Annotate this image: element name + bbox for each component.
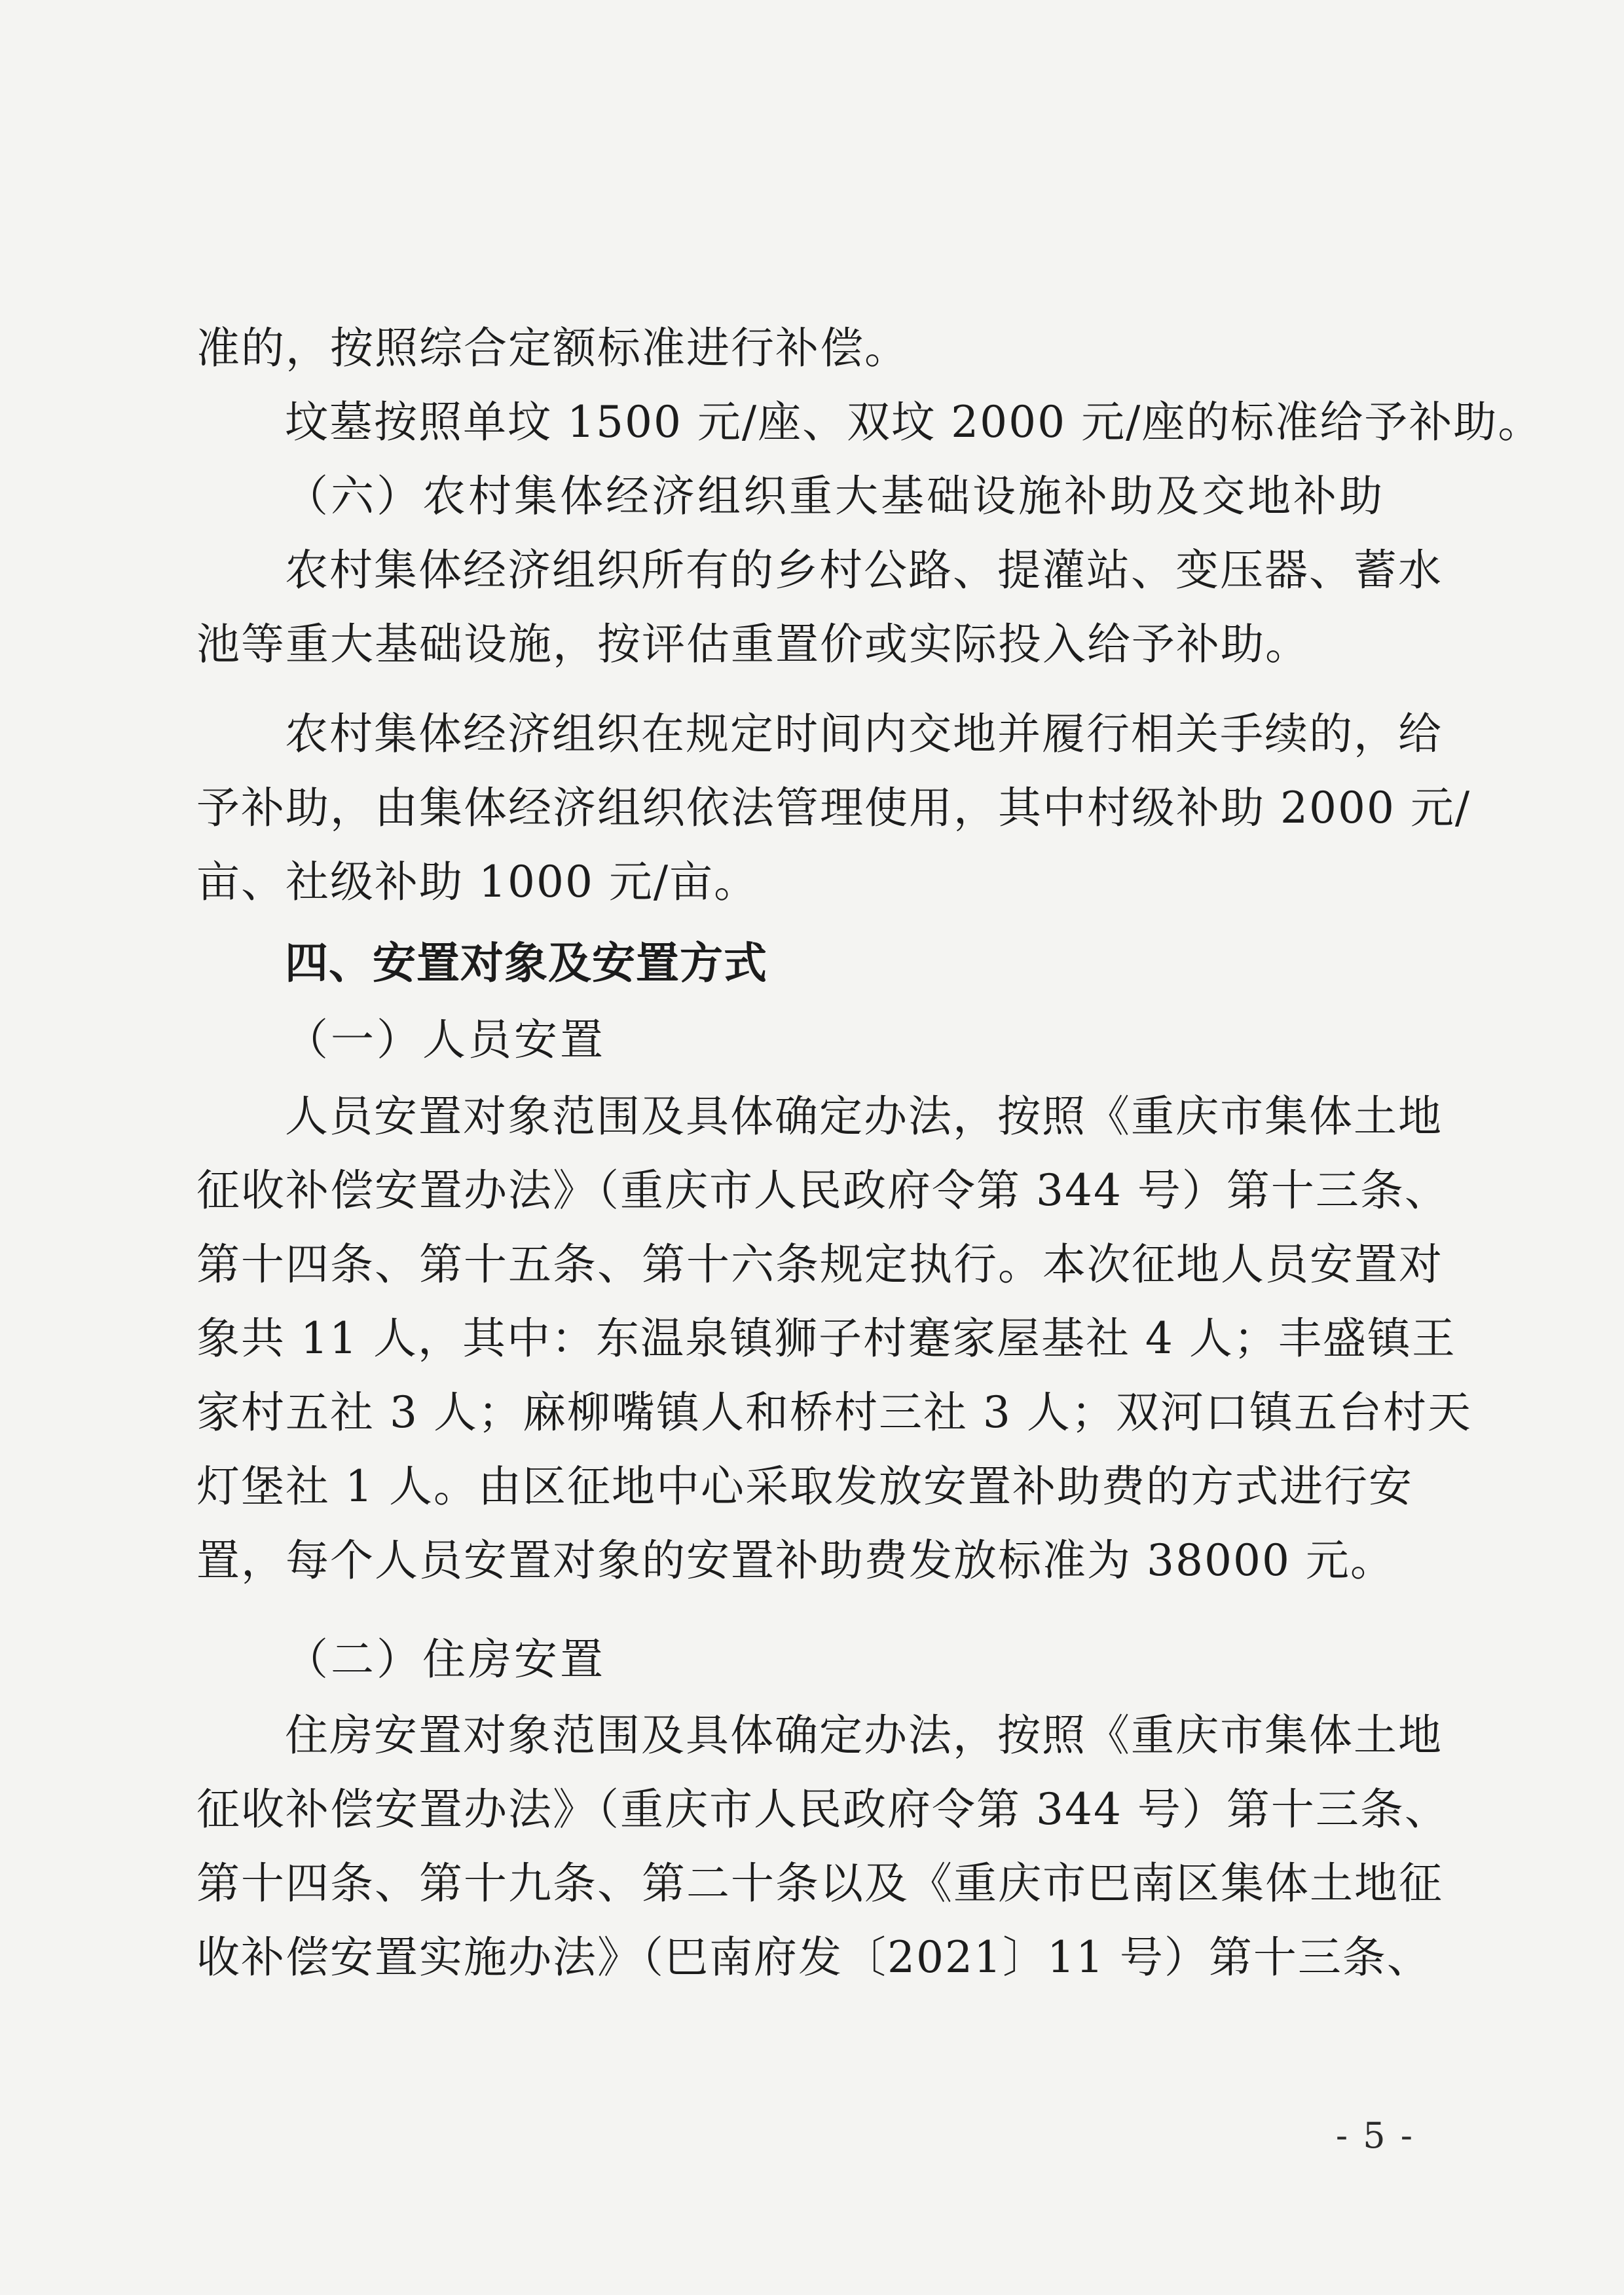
section-heading-2: （二）住房安置 <box>285 1634 606 1685</box>
paragraph-line: 人员安置对象范围及具体确定办法，按照《重庆市集体土地 <box>285 1091 1443 1142</box>
paragraph-line: 第十四条、第十九条、第二十条以及《重庆市巴南区集体土地征 <box>196 1858 1443 1909</box>
paragraph-line: 准的，按照综合定额标准进行补偿。 <box>196 323 909 373</box>
section-heading-1: （一）人员安置 <box>285 1015 606 1065</box>
chapter-heading-4: 四、安置对象及安置方式 <box>285 938 767 988</box>
paragraph-line: 农村集体经济组织所有的乡村公路、提灌站、变压器、蓄水 <box>285 545 1443 595</box>
paragraph-line: 予补助，由集体经济组织依法管理使用，其中村级补助 2000 元/ <box>196 783 1471 833</box>
section-heading-6: （六）农村集体经济组织重大基础设施补助及交地补助 <box>285 471 1385 521</box>
paragraph-line: 池等重大基础设施，按评估重置价或实际投入给予补助。 <box>196 619 1310 669</box>
paragraph-line: 亩、社级补助 1000 元/亩。 <box>196 857 759 907</box>
paragraph-line: 置，每个人员安置对象的安置补助费发放标准为 38000 元。 <box>196 1535 1395 1586</box>
paragraph-line: 征收补偿安置办法》（重庆市人民政府令第 344 号）第十三条、 <box>196 1165 1449 1216</box>
paragraph-line: 家村五社 3 人；麻柳嘴镇人和桥村三社 3 人；双河口镇五台村天 <box>196 1387 1472 1438</box>
paragraph-line: 农村集体经济组织在规定时间内交地并履行相关手续的，给 <box>285 709 1443 759</box>
paragraph-line: 象共 11 人，其中：东温泉镇狮子村蹇家屋基社 4 人；丰盛镇王 <box>196 1313 1456 1364</box>
paragraph-line: 住房安置对象范围及具体确定办法，按照《重庆市集体土地 <box>285 1710 1443 1761</box>
paragraph-line: 收补偿安置实施办法》（巴南府发〔2021〕11 号）第十三条、 <box>196 1932 1431 1983</box>
paragraph-line: 坟墓按照单坟 1500 元/座、双坟 2000 元/座的标准给予补助。 <box>285 397 1543 447</box>
page-number: - 5 - <box>1335 2115 1414 2156</box>
paragraph-line: 灯堡社 1 人。由区征地中心采取发放安置补助费的方式进行安 <box>196 1461 1413 1512</box>
paragraph-line: 征收补偿安置办法》（重庆市人民政府令第 344 号）第十三条、 <box>196 1784 1449 1835</box>
paragraph-line: 第十四条、第十五条、第十六条规定执行。本次征地人员安置对 <box>196 1239 1443 1290</box>
